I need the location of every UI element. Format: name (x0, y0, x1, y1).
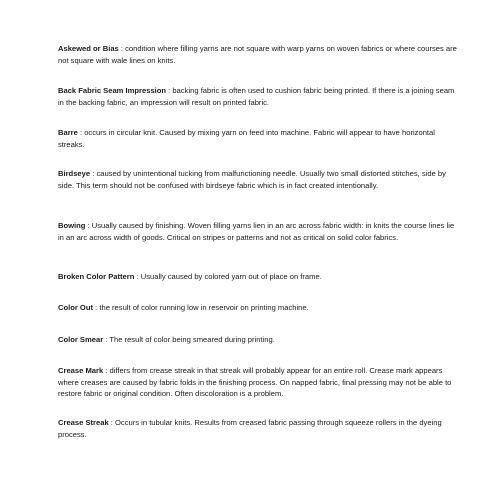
glossary-definition: Occurs in tubular knits. Results from creased fabric passing through squeeze rollers in the dyeing process. (58, 418, 442, 439)
glossary-term: Askewed or Bias (58, 44, 119, 53)
glossary-term: Barre (58, 128, 78, 137)
glossary-entry-color-smear (58, 334, 458, 346)
glossary-entry-back-fabric-seam-impression (58, 85, 458, 108)
glossary-term: Broken Color Pattern (58, 272, 135, 281)
glossary-term: Back Fabric Seam Impression (58, 86, 167, 95)
glossary-definition: caused by unintentional tucking from malfunctioning needle. Usually two small distorted stitches, side by side. This term should not be confused with birdseye fabric which is in fact created intentionally. (58, 169, 446, 190)
glossary-definition: The result of color being smeared during printing. (109, 335, 275, 344)
glossary-entry-color-out (58, 302, 458, 314)
glossary-separator: : (108, 418, 116, 427)
glossary-entry-bowing (58, 220, 458, 243)
glossary-term: Crease Streak (58, 418, 109, 427)
glossary-term: Birdseye (58, 169, 91, 178)
glossary-separator: : (90, 169, 97, 178)
glossary-term: Bowing (58, 221, 86, 230)
glossary-entry-barre (58, 127, 458, 150)
glossary-separator: : (118, 44, 126, 53)
glossary-separator: : (134, 272, 141, 281)
glossary-separator: : (103, 335, 110, 344)
glossary-definition: occurs in circular knit. Caused by mixing yarn on feed into machine. Fabric will appear to have horizontal streaks. (58, 128, 435, 149)
glossary-definition: Usually caused by finishing. Woven filling yarns lien in an arc across fabric width: in knits the course lines lie in an arc across width of goods. Critical on stripes or patterns and not as critical on solid color fabrics. (58, 221, 455, 242)
glossary-term: Crease Mark (58, 366, 104, 375)
glossary-definition: condition where filling yarns are not square with warp yarns on woven fabrics or where courses are not square with wale lines on knits. (58, 44, 457, 65)
glossary-entry-crease-streak (58, 417, 458, 440)
glossary-definition: backing fabric is often used to cushion fabric being printed. If there is a joining seam in the backing fabric, an impression will result on printed fabric. (58, 86, 455, 107)
glossary-definition: the result of color running low in reservoir on printing machine. (99, 303, 309, 312)
glossary-term: Color Out (58, 303, 94, 312)
glossary-entry-crease-mark (58, 365, 458, 400)
glossary-separator: : (103, 366, 110, 375)
glossary-entry-birdseye (58, 168, 458, 191)
glossary-definition: differs from crease streak in that streak will probably appear for an entire roll. Crease mark appears where creases are caused by fabric folds in the finishing process. On napped fabric, final pressing may not be able to restore fabric or original condition. Often discoloration is a problem. (58, 366, 452, 398)
glossary-definition: Usually caused by colored yarn out of place on frame. (140, 272, 322, 281)
glossary-separator: : (85, 221, 92, 230)
glossary-term: Color Smear (58, 335, 104, 344)
glossary-separator: : (77, 128, 85, 137)
glossary-entry-askewed-or-bias (58, 43, 458, 66)
glossary-entry-broken-color-pattern (58, 271, 458, 283)
glossary-separator: : (166, 86, 173, 95)
glossary-separator: : (93, 303, 100, 312)
